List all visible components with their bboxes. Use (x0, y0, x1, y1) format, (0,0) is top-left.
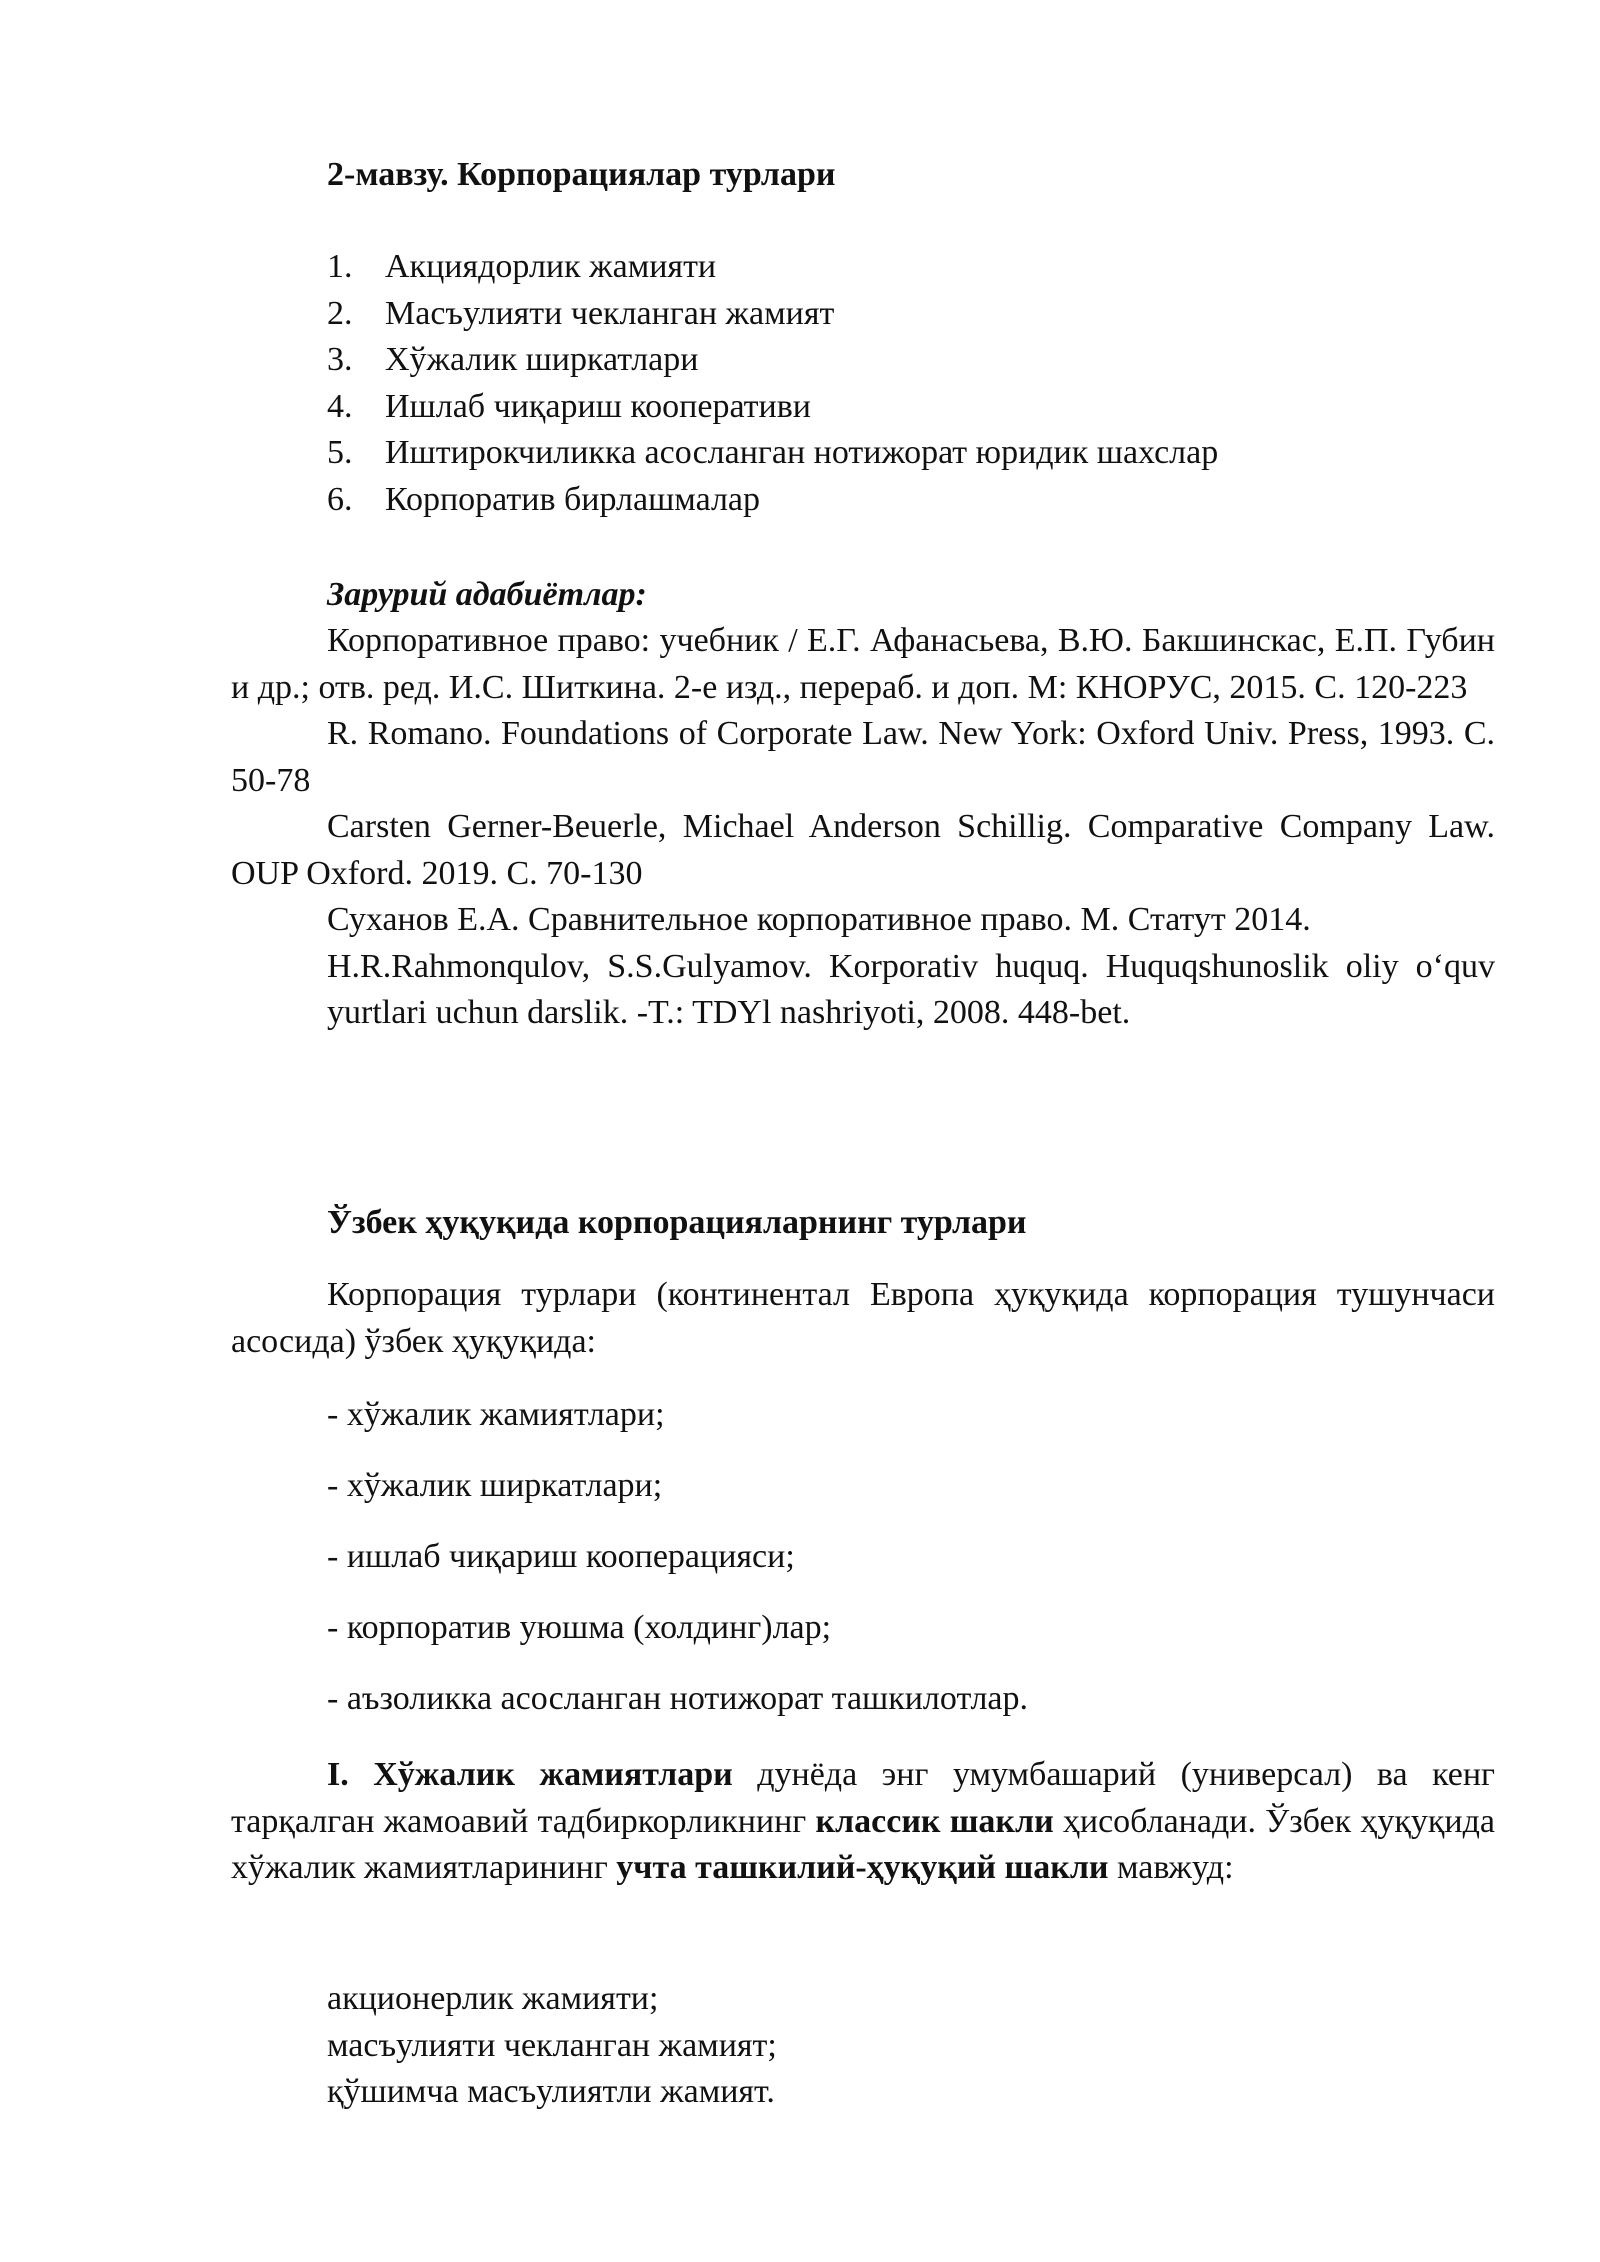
section-title: Ўзбек ҳуқуқида корпорацияларнинг турлари (327, 1204, 1027, 1241)
reference-item: Carsten Gerner-Beuerle, Michael Anderson Schillig. Comparative Company Law. OUP Oxford. 2019. C. 70-130 (231, 808, 1495, 892)
reference-item: R. Romano. Foundations of Corporate Law. New York: Oxford Univ. Press, 1993. C. 50-78 (231, 715, 1495, 799)
list-item: масъулияти чекланган жамият; (327, 2026, 777, 2064)
business-companies-paragraph: I. Хўжалик жамиятлари дунёда энг умумбашарий (универсал) ва кенг тарқалган жамоавий тадбиркорликнинг классик шакли ҳисобланади. Ўзбек ҳуқуқида хўжалик жамиятларининг учта ташкилий-ҳуқуқий шакли мавжуд: (231, 1756, 1495, 1886)
list-item: - аъзоликка асосланган нотижорат ташкилотлар. (327, 1680, 1029, 1717)
list-item: - хўжалик ширкатлари; (327, 1467, 663, 1504)
list-item: қўшимча масъулиятли жамият. (327, 2073, 775, 2110)
reference-list (231, 618, 1495, 1037)
outline-item: 5. Иштирокчиликка асосланган нотижорат юридик шахслар (327, 434, 1219, 471)
list-item: - ишлаб чиқариш кооперацияси; (327, 1538, 795, 1575)
list-item: - корпоратив уюшма (холдинг)лар; (327, 1609, 832, 1646)
outline-item: 3. Хўжалик ширкатлари (327, 341, 699, 378)
legal-forms-list (327, 1976, 777, 2116)
reference-item: Суханов Е.А. Сравнительное корпоративное право. М. Статут 2014. (327, 901, 1311, 938)
literature-heading: Зарурий адабиётлар: (327, 576, 647, 613)
list-item: - хўжалик жамиятлари; (327, 1396, 665, 1433)
reference-item: Корпоративное право: учебник / Е.Г. Афанасьева, В.Ю. Бакшинскас, Е.П. Губин и др.; отв. ред. И.С. Шиткина. 2-е изд., перераб. и доп. М: КНОРУС, 2015. С. 120-223 (231, 622, 1495, 706)
corporation-types-list (327, 1392, 1028, 1747)
topic-title: 2-мавзу. Корпорациялар турлари (327, 156, 836, 193)
topic-outline (327, 244, 1218, 523)
outline-item: 6. Корпоратив бирлашмалар (327, 480, 761, 518)
reference-item: H.R.Rahmonqulov, S.S.Gulyamov. Korporativ huquq. Huquqshunoslik oliy oʻquv yurtlari uchun darslik. -T.: TDYl nashriyoti, 2008. 448-bet. (327, 947, 1495, 1031)
list-item: акционерлик жамияти; (327, 1980, 659, 2017)
outline-item: 1. Акциядорлик жамияти (327, 248, 717, 285)
intro-paragraph: Корпорация турлари (континентал Европа ҳуқуқида корпорация тушунчаси асосида) ўзбек ҳуқуқида: (231, 1276, 1495, 1360)
outline-item: 2. Масъулияти чекланган жамият (327, 294, 835, 332)
outline-item: 4. Ишлаб чиқариш кооперативи (327, 387, 811, 425)
